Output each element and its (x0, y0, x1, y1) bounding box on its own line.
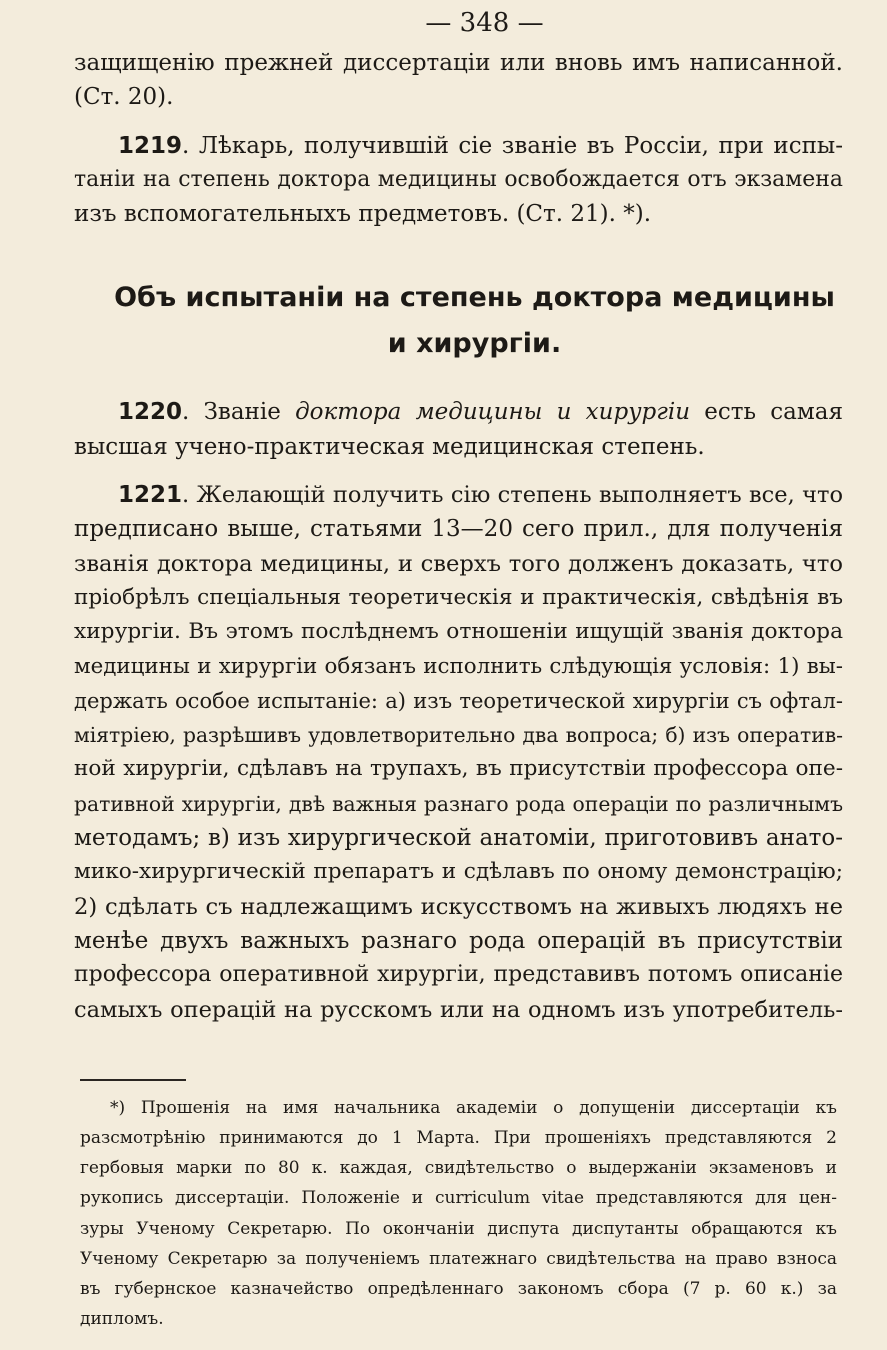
footnote-line: гербовыя марки по 80 к. каждая, свидѣтельство о выдержаніи экзаменовъ и (80, 1158, 837, 1179)
text-line: званія доктора медицины, и сверхъ того долженъ доказать, что (74, 550, 843, 577)
footnote-line: разсмотрѣнію принимаются до 1 Марта. При прошеніяхъ представляются 2 (80, 1128, 837, 1149)
footnote-line: зуры Ученому Секретарю. По окончаніи диспута диспутанты обращаются къ (80, 1218, 837, 1239)
text-run: есть самая (690, 399, 843, 426)
footnote-line: *) Прошенія на имя начальника академіи о допущеніи диссертаціи къ (110, 1097, 837, 1118)
text-line: методамъ; в) изъ хирургической анатоміи, приготовивъ анато- (74, 825, 843, 852)
text-line (74, 478, 843, 512)
heading-line: и хирургіи. (387, 328, 562, 360)
text-line: медицины и хирургіи обязанъ исполнить слѣдующія условія: 1) вы- (74, 653, 843, 679)
text-line: (Ст. 20). (74, 84, 174, 111)
text-line: пріобрѣлъ спеціальныя теоретическія и практическія, свѣдѣнія въ (74, 584, 843, 610)
heading-line: Объ испытаніи на степень доктора медицины (114, 282, 835, 314)
text-line (74, 395, 843, 429)
text-line: защищенію прежней диссертаціи или вновь имъ написанной. (74, 50, 843, 76)
footnote-rule (80, 1079, 186, 1081)
article-1220 (66, 395, 843, 464)
article-number: 1219 (118, 132, 183, 159)
footnote-line: въ губернское казначейство опредѣленнаго закономъ сбора (7 р. 60 к.) за (80, 1279, 837, 1300)
text-line: таніи на степень доктора медицины освобождается отъ экзамена (74, 166, 843, 192)
footnote-line: дипломъ. (80, 1309, 164, 1330)
text-run: . Званіе (182, 399, 296, 426)
text-line: предписано выше, статьями 13—20 сего прил., для полученія (74, 516, 843, 543)
emphasized-text: доктора медицины и хирургіи (295, 399, 691, 426)
article-number: 1220 (118, 399, 183, 426)
footnote-line: рукопись диссертаціи. Положеніе и curriculum vitae представляются для цен- (80, 1188, 837, 1209)
text-line: 2) сдѣлать съ надлежащимъ искусствомъ на живыхъ людяхъ не (74, 893, 843, 920)
footnote-line: Ученому Секретарю за полученіемъ платежнаго свидѣтельства на право взноса (80, 1248, 837, 1269)
text-line: міятріею, разрѣшивъ удовлетворительно два вопроса; б) изъ оператив- (74, 723, 843, 748)
footnote (66, 1093, 843, 1335)
text-line: изъ вспомогательныхъ предметовъ. (Ст. 21). *). (74, 201, 652, 228)
text-line: ративной хирургіи, двѣ важныя разнаго рода операціи по различнымъ (74, 791, 843, 816)
text-line (74, 129, 843, 163)
article-number: 1221 (118, 482, 183, 509)
text-run: . Лѣкарь, получившій сіе званіе въ Россіи, при испы- (182, 132, 843, 159)
text-line: хирургіи. Въ этомъ послѣднемъ отношеніи ищущій званія доктора (74, 619, 843, 645)
text-line: высшая учено-практическая медицинская степень. (74, 433, 705, 460)
text-line: держать особое испытаніе: а) изъ теоретической хирургіи съ офтал- (74, 687, 843, 713)
text-line: мико-хирургическій препаратъ и сдѣлавъ по оному демонстрацію; (74, 859, 843, 885)
page-number: — 348 — (425, 8, 544, 38)
text-line: менѣе двухъ важныхъ разнаго рода операцій въ присутствіи (74, 927, 843, 954)
continuation-paragraph (66, 46, 843, 115)
article-1219 (66, 129, 843, 232)
text-line: самыхъ операцій на русскомъ или на одномъ изъ употребитель- (74, 996, 843, 1023)
text-line: ной хирургіи, сдѣлавъ на трупахъ, въ присутствіи профессора опе- (74, 756, 843, 782)
text-run: . Желающій получить сію степень выполняетъ все, что (182, 482, 843, 509)
text-line: профессора оперативной хирургіи, представивъ потомъ описаніе (74, 962, 843, 988)
article-1221 (66, 478, 843, 1027)
section-heading (66, 275, 843, 367)
